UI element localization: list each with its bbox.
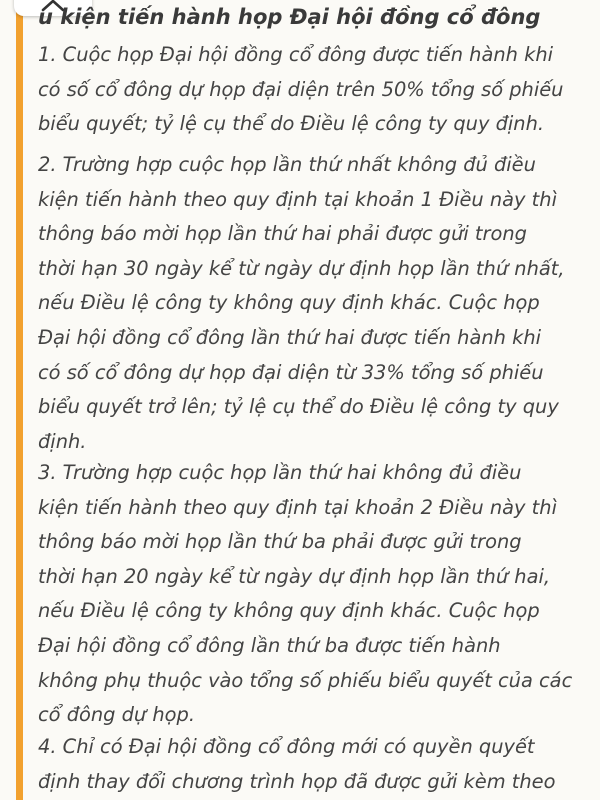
paragraph-line: có số cổ đông dự họp đại diện từ 33% tổng số phiếu: [38, 360, 544, 384]
paragraph-line: biểu quyết; tỷ lệ cụ thể do Điều lệ công ty quy định.: [38, 112, 545, 136]
section-heading: u kiện tiến hành họp Đại hội đồng cổ đông: [38, 5, 541, 29]
paragraph-line: định thay đổi chương trình họp đã được gửi kèm theo: [38, 769, 556, 793]
paragraph-line: 4. Chỉ có Đại hội đồng cổ đông mới có quyền quyết: [38, 735, 535, 758]
paragraph-line: thời hạn 30 ngày kể từ ngày dự định họp lần thứ nhất,: [38, 256, 565, 280]
paragraph-line: nếu Điều lệ công ty không quy định khác. Cuộc họp: [38, 291, 540, 315]
paragraph-line: không phụ thuộc vào tổng số phiếu biểu quyết của các: [38, 668, 573, 692]
paragraph-4: [38, 730, 590, 799]
paragraph-line: cổ đông dự họp.: [38, 703, 196, 727]
paragraph-line: có số cổ đông dự họp đại diện trên 50% tổng số phiếu: [38, 77, 564, 101]
paragraph-3: [38, 456, 590, 733]
paragraph-line: kiện tiến hành theo quy định tại khoản 2 Điều này thì: [38, 495, 557, 519]
paragraph-line: thông báo mời họp lần thứ ba phải được gửi trong: [38, 530, 522, 554]
paragraph-line: 2. Trường hợp cuộc họp lần thứ nhất không đủ điều: [38, 153, 536, 176]
paragraph-line: kiện tiến hành theo quy định tại khoản 1 Điều này thì: [38, 187, 557, 211]
paragraph-line: thời hạn 20 ngày kể từ ngày dự định họp lần thứ hai,: [38, 564, 551, 588]
quote-accent-bar: [16, 0, 23, 800]
paragraph-line: định.: [38, 429, 87, 453]
paragraph-2: [38, 148, 590, 459]
paragraph-1: [38, 38, 590, 142]
paragraph-line: Đại hội đồng cổ đông lần thứ ba được tiến hành: [38, 633, 501, 657]
paragraph-line: 1. Cuộc họp Đại hội đồng cổ đông được tiến hành khi: [38, 43, 554, 66]
paragraph-line: Đại hội đồng cổ đông lần thứ hai được tiến hành khi: [38, 325, 541, 349]
paragraph-line: nếu Điều lệ công ty không quy định khác. Cuộc họp: [38, 599, 540, 623]
paragraph-line: 3. Trường hợp cuộc họp lần thứ hai không đủ điều: [38, 461, 522, 484]
paragraph-line: thông báo mời họp lần thứ hai phải được gửi trong: [38, 222, 527, 246]
paragraph-line: biểu quyết trở lên; tỷ lệ cụ thể do Điều lệ công ty quy: [38, 395, 559, 419]
